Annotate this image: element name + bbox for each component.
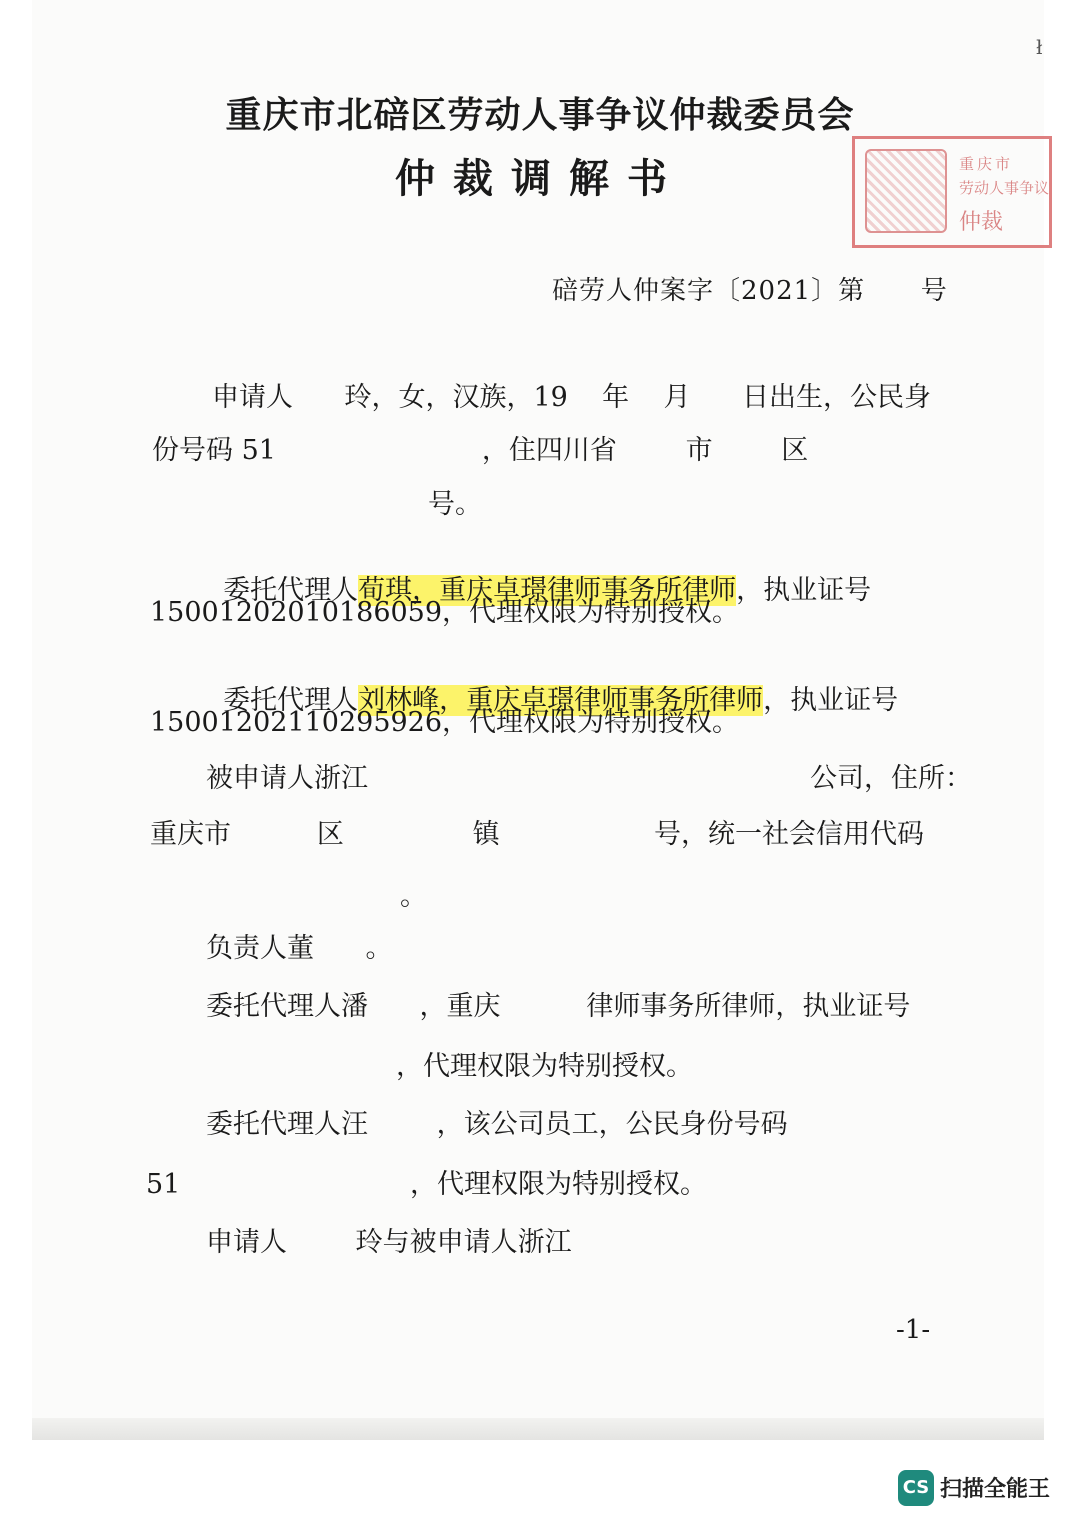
resp-agent2-line-1: 委托代理人汪 ，该公司员工，公民身份号码 (206, 1109, 788, 1140)
national-emblem-icon (865, 149, 947, 233)
respondent-end: 。 (400, 881, 427, 912)
agent2-prefix: 委托代理人 (223, 685, 359, 716)
camscanner-logo-icon: CS (898, 1470, 934, 1506)
agent2-line-2: 15001202110295926，代理权限为特别授权。 (150, 707, 740, 738)
agent1-line-2: 15001202010186059，代理权限为特别授权。 (150, 597, 740, 628)
agent2-highlight: 刘林峰，重庆卓璟律师事务所律师 (358, 685, 764, 716)
resp-agent2-line-2: ，代理权限为特别授权。 (410, 1169, 707, 1200)
stamp-text-3: 仲裁 (959, 210, 1004, 235)
applicant-line-2: 份号码 51 ，住四川省 市 区 (152, 435, 809, 466)
agent1-prefix: 委托代理人 (223, 575, 359, 606)
person-in-charge: 负责人董 。 (206, 933, 393, 964)
case-number: 碚劳人仲案字〔2021〕第 号 (552, 276, 948, 306)
edge-mark: ł (1036, 35, 1043, 59)
stamp-text-2: 劳动人事争议 (959, 179, 1050, 197)
respondent-name: 被申请人浙江 (206, 763, 368, 794)
closing-line: 申请人 玲与被申请人浙江 (206, 1227, 572, 1258)
stamp-text-1: 重庆市 (959, 155, 1014, 173)
respondent-address-label: 公司，住所： (810, 763, 972, 794)
applicant-line-1: 申请人 玲，女，汉族，19 年 月 日出生，公民身 (212, 382, 932, 413)
resp-agent1-line-1: 委托代理人潘 ，重庆 律师事务所律师，执业证号 (206, 991, 911, 1022)
applicant-line-3: 号。 (428, 489, 482, 520)
camscanner-label: 扫描全能王 (940, 1477, 1051, 1502)
document-title: 仲裁调解书 (395, 155, 685, 202)
agent1-suffix: ，执业证号 (736, 575, 872, 606)
page-number: -1- (896, 1315, 931, 1345)
resp-agent2-id-prefix: 51 (146, 1169, 181, 1200)
respondent-address: 重庆市 区 镇 号，统一社会信用代码 (150, 819, 925, 850)
official-seal-stamp (852, 136, 1052, 248)
resp-agent1-line-2: ，代理权限为特别授权。 (396, 1051, 693, 1082)
agent1-highlight: 荀琪，重庆卓璟律师事务所律师 (358, 575, 737, 606)
agent2-suffix: ，执业证号 (763, 685, 899, 716)
page-edge-shadow (32, 1418, 1044, 1440)
committee-title: 重庆市北碚区劳动人事争议仲裁委员会 (225, 94, 855, 136)
